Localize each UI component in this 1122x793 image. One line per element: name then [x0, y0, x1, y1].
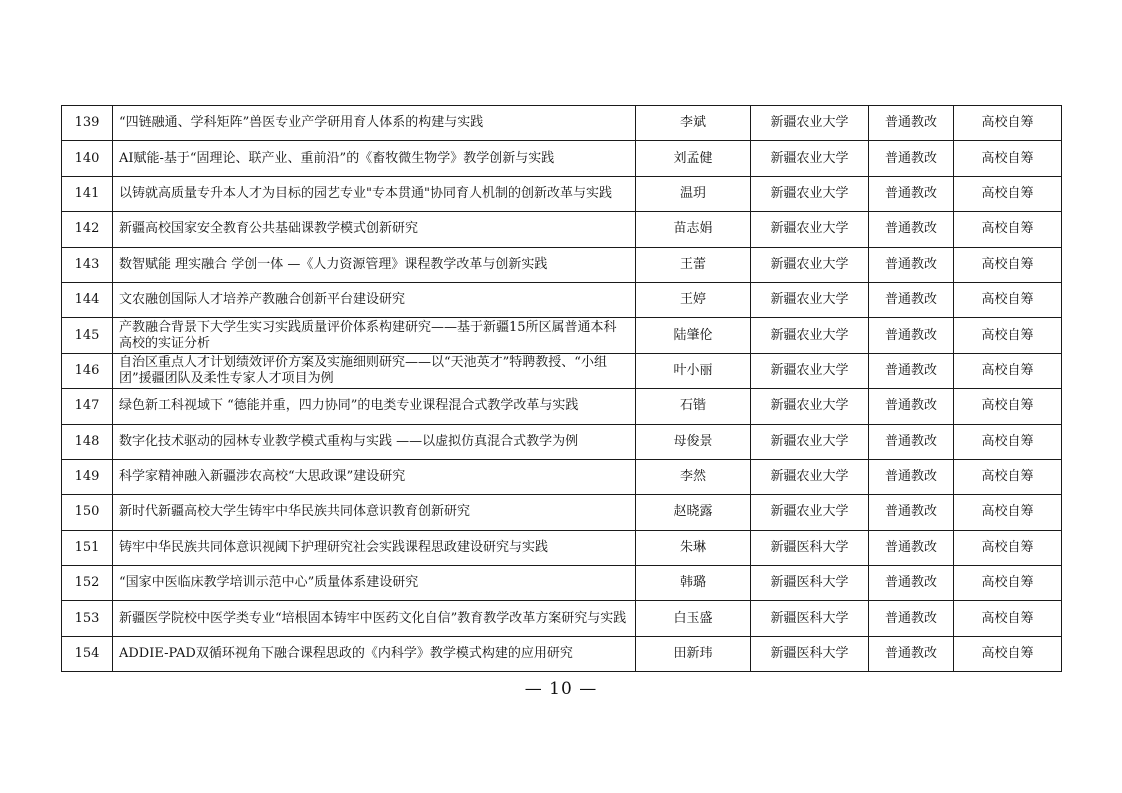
- project-title-cell: 文农融创国际人才培养产教融合创新平台建设研究: [113, 282, 636, 317]
- project-title-cell: “国家中医临床教学培训示范中心”质量体系建设研究: [113, 566, 636, 601]
- project-type-cell: 普通教改: [869, 212, 954, 247]
- project-type-cell: 普通教改: [869, 176, 954, 211]
- table-row: [62, 459, 1062, 494]
- project-title-cell: 自治区重点人才计划绩效评价方案及实施细则研究——以“天池英才”特聘教授、“小组团”援疆团队及柔性专家人才项目为例: [113, 353, 636, 388]
- funding-source-cell: 高校自筹: [954, 530, 1062, 565]
- project-type-cell: 普通教改: [869, 424, 954, 459]
- table-row: [62, 566, 1062, 601]
- institution-cell: 新疆医科大学: [751, 636, 869, 671]
- row-number-cell: 139: [62, 106, 113, 141]
- row-number-cell: 147: [62, 389, 113, 424]
- institution-cell: 新疆农业大学: [751, 459, 869, 494]
- project-leader-cell: 韩璐: [636, 566, 751, 601]
- row-number-cell: 142: [62, 212, 113, 247]
- row-number-cell: 151: [62, 530, 113, 565]
- table-row: [62, 282, 1062, 317]
- project-title-cell: 产教融合背景下大学生实习实践质量评价体系构建研究——基于新疆15所区属普通本科高校的实证分析: [113, 318, 636, 353]
- funding-source-cell: 高校自筹: [954, 566, 1062, 601]
- row-number-cell: 145: [62, 318, 113, 353]
- project-title-cell: 数智赋能 理实融合 学创一体 —《人力资源管理》课程教学改革与创新实践: [113, 247, 636, 282]
- funding-source-cell: 高校自筹: [954, 601, 1062, 636]
- funding-source-cell: 高校自筹: [954, 106, 1062, 141]
- table-row: [62, 353, 1062, 388]
- project-title-cell: AI赋能-基于“固理论、联产业、重前沿”的《畜牧微生物学》教学创新与实践: [113, 141, 636, 176]
- row-number-cell: 150: [62, 495, 113, 530]
- project-leader-cell: 温玥: [636, 176, 751, 211]
- row-number-cell: 141: [62, 176, 113, 211]
- project-table-body: [62, 106, 1062, 672]
- project-leader-cell: 白玉盛: [636, 601, 751, 636]
- project-leader-cell: 田新玮: [636, 636, 751, 671]
- funding-source-cell: 高校自筹: [954, 212, 1062, 247]
- project-type-cell: 普通教改: [869, 601, 954, 636]
- table-row: [62, 495, 1062, 530]
- project-leader-cell: 王蕾: [636, 247, 751, 282]
- table-row: [62, 212, 1062, 247]
- project-title-cell: 以铸就高质量专升本人才为目标的园艺专业"专本贯通"协同育人机制的创新改革与实践: [113, 176, 636, 211]
- institution-cell: 新疆农业大学: [751, 247, 869, 282]
- project-leader-cell: 苗志娟: [636, 212, 751, 247]
- institution-cell: 新疆农业大学: [751, 424, 869, 459]
- table-row: [62, 530, 1062, 565]
- funding-source-cell: 高校自筹: [954, 424, 1062, 459]
- project-type-cell: 普通教改: [869, 636, 954, 671]
- table-row: [62, 424, 1062, 459]
- project-type-cell: 普通教改: [869, 106, 954, 141]
- project-leader-cell: 叶小丽: [636, 353, 751, 388]
- row-number-cell: 146: [62, 353, 113, 388]
- project-type-cell: 普通教改: [869, 459, 954, 494]
- project-leader-cell: 刘孟健: [636, 141, 751, 176]
- row-number-cell: 144: [62, 282, 113, 317]
- project-leader-cell: 王婷: [636, 282, 751, 317]
- funding-source-cell: 高校自筹: [954, 495, 1062, 530]
- page-number: — 10 —: [524, 679, 598, 699]
- project-title-cell: ADDIE-PAD双循环视角下融合课程思政的《内科学》教学模式构建的应用研究: [113, 636, 636, 671]
- project-table: [61, 105, 1062, 672]
- project-title-cell: 新疆高校国家安全教育公共基础课教学模式创新研究: [113, 212, 636, 247]
- project-title-cell: 新时代新疆高校大学生铸牢中华民族共同体意识教育创新研究: [113, 495, 636, 530]
- project-type-cell: 普通教改: [869, 566, 954, 601]
- institution-cell: 新疆农业大学: [751, 389, 869, 424]
- institution-cell: 新疆医科大学: [751, 566, 869, 601]
- project-title-cell: “四链融通、学科矩阵”兽医专业产学研用育人体系的构建与实践: [113, 106, 636, 141]
- table-row: [62, 318, 1062, 353]
- project-title-cell: 科学家精神融入新疆涉农高校“大思政课”建设研究: [113, 459, 636, 494]
- table-row: [62, 141, 1062, 176]
- project-type-cell: 普通教改: [869, 530, 954, 565]
- table-row: [62, 247, 1062, 282]
- institution-cell: 新疆农业大学: [751, 212, 869, 247]
- institution-cell: 新疆农业大学: [751, 318, 869, 353]
- row-number-cell: 148: [62, 424, 113, 459]
- institution-cell: 新疆农业大学: [751, 353, 869, 388]
- project-leader-cell: 朱琳: [636, 530, 751, 565]
- project-leader-cell: 李斌: [636, 106, 751, 141]
- funding-source-cell: 高校自筹: [954, 318, 1062, 353]
- project-type-cell: 普通教改: [869, 141, 954, 176]
- project-leader-cell: 陆肇伦: [636, 318, 751, 353]
- table-row: [62, 176, 1062, 211]
- row-number-cell: 149: [62, 459, 113, 494]
- table-row: [62, 389, 1062, 424]
- project-type-cell: 普通教改: [869, 282, 954, 317]
- row-number-cell: 143: [62, 247, 113, 282]
- row-number-cell: 153: [62, 601, 113, 636]
- project-title-cell: 绿色新工科视域下 “德能并重，四力协同”的电类专业课程混合式教学改革与实践: [113, 389, 636, 424]
- funding-source-cell: 高校自筹: [954, 247, 1062, 282]
- project-type-cell: 普通教改: [869, 389, 954, 424]
- project-type-cell: 普通教改: [869, 247, 954, 282]
- institution-cell: 新疆农业大学: [751, 282, 869, 317]
- row-number-cell: 140: [62, 141, 113, 176]
- table-row: [62, 106, 1062, 141]
- project-leader-cell: 赵晓露: [636, 495, 751, 530]
- row-number-cell: 152: [62, 566, 113, 601]
- funding-source-cell: 高校自筹: [954, 389, 1062, 424]
- project-leader-cell: 石锴: [636, 389, 751, 424]
- institution-cell: 新疆医科大学: [751, 601, 869, 636]
- funding-source-cell: 高校自筹: [954, 353, 1062, 388]
- institution-cell: 新疆农业大学: [751, 176, 869, 211]
- institution-cell: 新疆农业大学: [751, 495, 869, 530]
- project-type-cell: 普通教改: [869, 495, 954, 530]
- institution-cell: 新疆农业大学: [751, 141, 869, 176]
- funding-source-cell: 高校自筹: [954, 636, 1062, 671]
- funding-source-cell: 高校自筹: [954, 459, 1062, 494]
- funding-source-cell: 高校自筹: [954, 282, 1062, 317]
- project-type-cell: 普通教改: [869, 318, 954, 353]
- project-title-cell: 铸牢中华民族共同体意识视阈下护理研究社会实践课程思政建设研究与实践: [113, 530, 636, 565]
- project-title-cell: 新疆医学院校中医学类专业“培根固本铸牢中医药文化自信”教育教学改革方案研究与实践: [113, 601, 636, 636]
- row-number-cell: 154: [62, 636, 113, 671]
- institution-cell: 新疆医科大学: [751, 530, 869, 565]
- funding-source-cell: 高校自筹: [954, 141, 1062, 176]
- funding-source-cell: 高校自筹: [954, 176, 1062, 211]
- project-title-cell: 数字化技术驱动的园林专业教学模式重构与实践 ——以虚拟仿真混合式教学为例: [113, 424, 636, 459]
- project-leader-cell: 李然: [636, 459, 751, 494]
- project-type-cell: 普通教改: [869, 353, 954, 388]
- project-leader-cell: 母俊景: [636, 424, 751, 459]
- table-row: [62, 601, 1062, 636]
- table-row: [62, 636, 1062, 671]
- institution-cell: 新疆农业大学: [751, 106, 869, 141]
